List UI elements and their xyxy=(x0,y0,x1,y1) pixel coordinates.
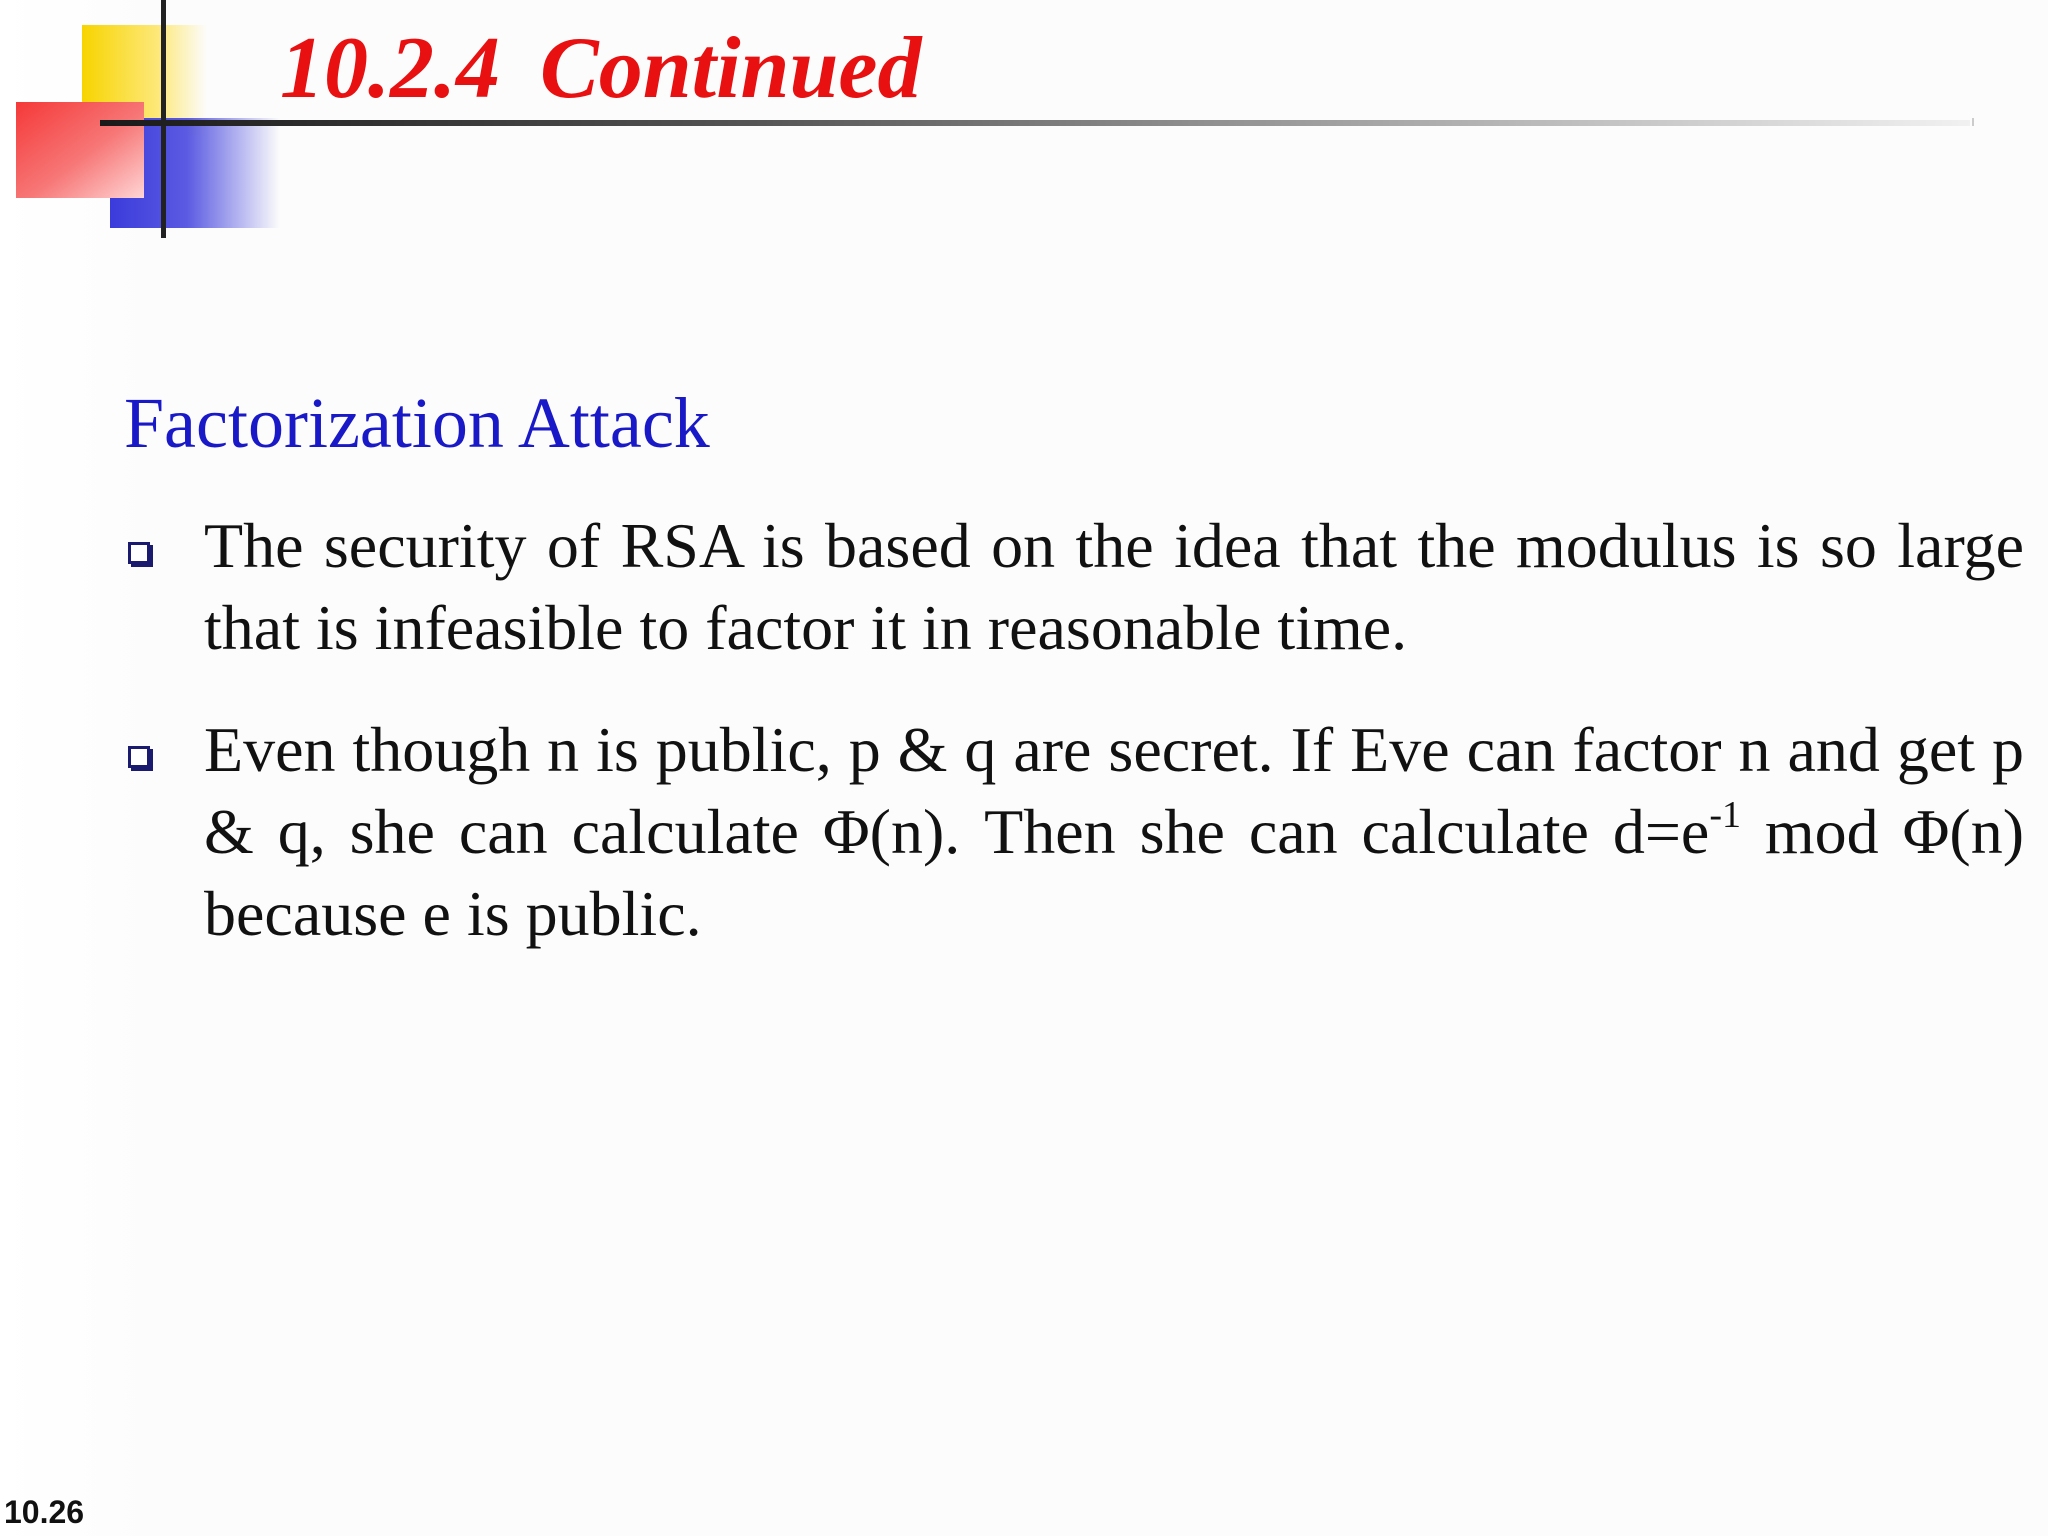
section-heading: Factorization Attack xyxy=(124,383,710,463)
bullet-list xyxy=(124,505,2024,955)
hollow-square-bullet-icon xyxy=(128,746,150,768)
logo-red-square xyxy=(16,102,144,198)
title-underline-tick xyxy=(1972,118,1974,126)
bullet-text: Even though n is public, p & q are secret. If Eve can factor n and get p & q, she can calculate Φ(n). Then she can calculate d=e xyxy=(204,714,2024,867)
logo-vertical-line xyxy=(161,0,166,238)
title-underline xyxy=(100,120,1970,126)
bullet-text: The security of RSA is based on the idea that the modulus is so large that is infeasible to factor it in reasonable time. xyxy=(204,510,2024,663)
hollow-square-bullet-icon xyxy=(128,542,150,564)
slide-title: 10.2.4 Continued xyxy=(280,20,922,117)
bullet-item xyxy=(124,709,2024,955)
page-number: 10.26 xyxy=(4,1494,85,1530)
bullet-item xyxy=(124,505,2024,669)
superscript-exponent: -1 xyxy=(1709,794,1741,836)
bullet-text-continued: mod Φ(n) because e is public. xyxy=(204,796,2024,949)
